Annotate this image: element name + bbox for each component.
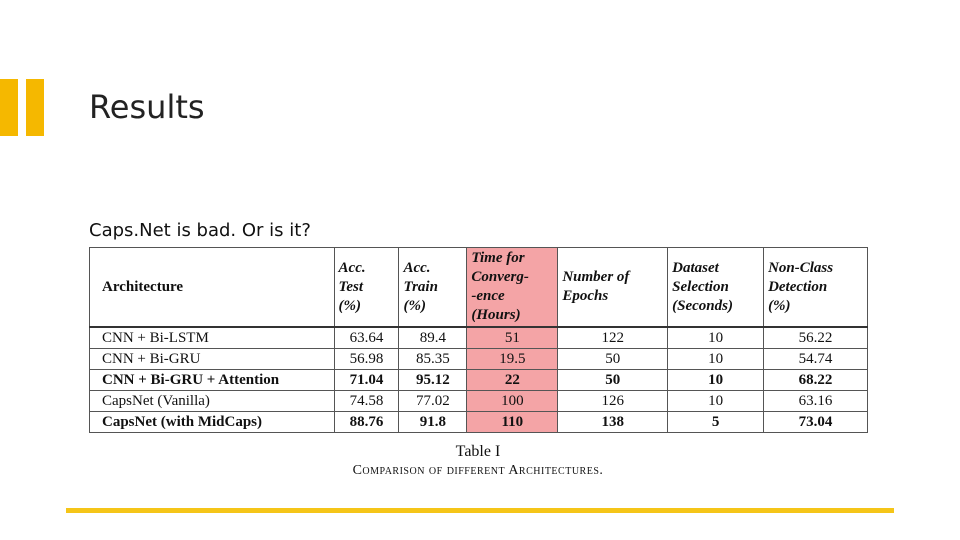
cell-epochs: 138 [558, 412, 668, 433]
cell-epochs: 122 [558, 327, 668, 349]
header-architecture: Architecture [90, 248, 335, 328]
cell-nonclass: 73.04 [764, 412, 868, 433]
slide-title: Results [89, 88, 205, 126]
cell-architecture: CapsNet (with MidCaps) [90, 412, 335, 433]
header-dataset-selection: Dataset Selection (Seconds) [668, 248, 764, 328]
table-header-row [90, 248, 868, 328]
table-row [90, 391, 868, 412]
slide-subtitle: Caps.Net is bad. Or is it? [89, 220, 311, 241]
cell-acc-train: 85.35 [399, 349, 467, 370]
table-row [90, 412, 868, 433]
cell-acc-test: 56.98 [334, 349, 399, 370]
cell-time: 22 [467, 370, 558, 391]
cell-dataset: 10 [668, 370, 764, 391]
cell-architecture: CapsNet (Vanilla) [90, 391, 335, 412]
cell-acc-train: 89.4 [399, 327, 467, 349]
table-caption [303, 443, 653, 479]
cell-time: 110 [467, 412, 558, 433]
cell-dataset: 5 [668, 412, 764, 433]
header-acc-train: Acc. Train (%) [399, 248, 467, 328]
cell-acc-test: 88.76 [334, 412, 399, 433]
accent-bar-left [0, 79, 18, 136]
footer-divider [66, 508, 894, 513]
header-acc-test: Acc. Test (%) [334, 248, 399, 328]
cell-acc-train: 91.8 [399, 412, 467, 433]
cell-acc-test: 71.04 [334, 370, 399, 391]
cell-acc-train: 95.12 [399, 370, 467, 391]
caption-text: Comparison of different Architectures. [352, 463, 604, 478]
header-nonclass-detection: Non-Class Detection (%) [764, 248, 868, 328]
cell-architecture: CNN + Bi-GRU + Attention [90, 370, 335, 391]
cell-acc-train: 77.02 [399, 391, 467, 412]
cell-nonclass: 56.22 [764, 327, 868, 349]
cell-acc-test: 74.58 [334, 391, 399, 412]
cell-architecture: CNN + Bi-GRU [90, 349, 335, 370]
cell-time: 100 [467, 391, 558, 412]
accent-bar-right [26, 79, 44, 136]
table-row [90, 349, 868, 370]
cell-architecture: CNN + Bi-LSTM [90, 327, 335, 349]
cell-time: 19.5 [467, 349, 558, 370]
table-row [90, 327, 868, 349]
cell-epochs: 50 [558, 349, 668, 370]
header-epochs: Number of Epochs [558, 248, 668, 328]
cell-nonclass: 63.16 [764, 391, 868, 412]
cell-dataset: 10 [668, 349, 764, 370]
cell-dataset: 10 [668, 391, 764, 412]
cell-nonclass: 68.22 [764, 370, 868, 391]
results-table-container [89, 247, 868, 432]
header-time-convergence: Time for Converg- -ence (Hours) [467, 248, 558, 328]
cell-time: 51 [467, 327, 558, 349]
cell-acc-test: 63.64 [334, 327, 399, 349]
cell-epochs: 126 [558, 391, 668, 412]
caption-label: Table I [455, 443, 501, 460]
cell-epochs: 50 [558, 370, 668, 391]
cell-dataset: 10 [668, 327, 764, 349]
results-table [89, 247, 868, 433]
cell-nonclass: 54.74 [764, 349, 868, 370]
table-row [90, 370, 868, 391]
